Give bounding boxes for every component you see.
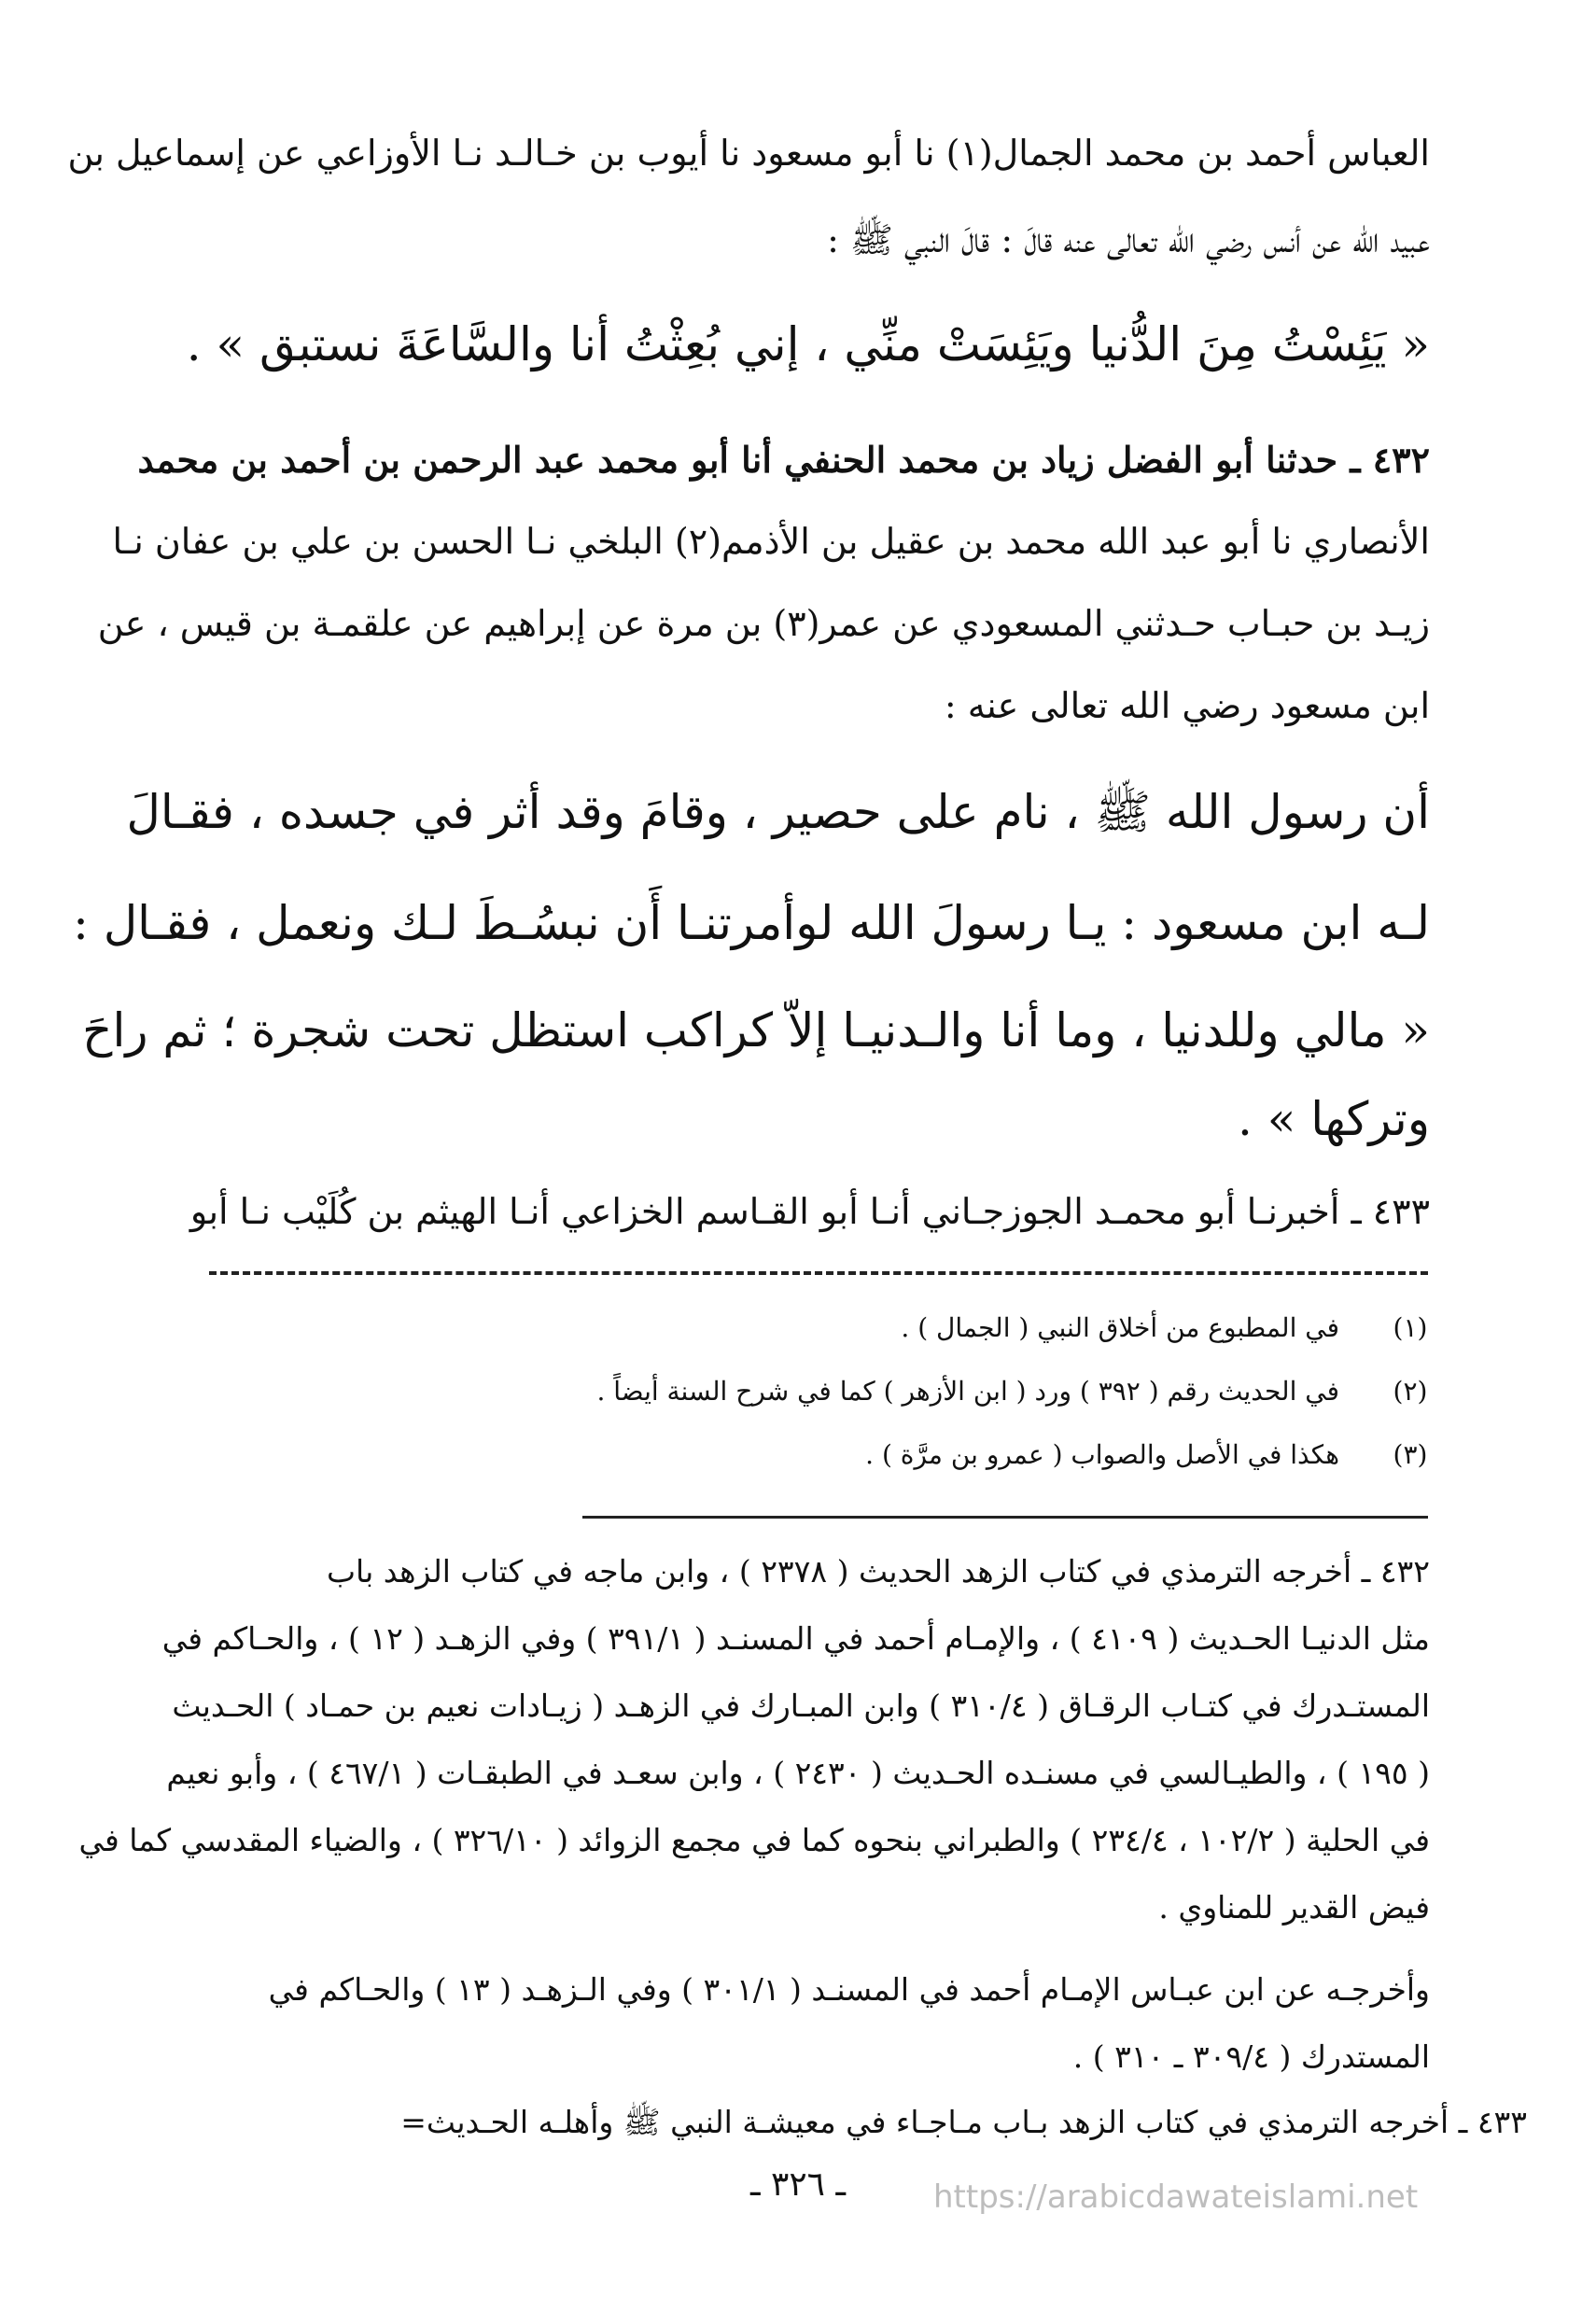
takhrij-separator xyxy=(582,1516,1428,1519)
takhrij-line: ( ١٩٥ ) ، والطيـالسي في مسنـده الحـديث ( ٢٤٣٠ ) ، وابن سعـد في الطبقـات ( ٤٦٧/١ ) ، وأبو نعيم xyxy=(166,1755,1430,1791)
takhrij-line: في الحلية ( ١٠٢/٢ ، ٢٣٤/٤ ) والطبراني بنحوه كما في مجمع الزوائد ( ٣٢٦/١٠ ) ، والضياء المقدسي كما في xyxy=(78,1822,1430,1858)
takhrij-line: المستدرك ( ٣٠٩/٤ ـ ٣١٠ ) . xyxy=(1072,2038,1430,2075)
hadith-isnad-line: ابن مسعود رضي الله تعالى عنه : xyxy=(944,685,1430,726)
footnote-text: في المطبوع من أخلاق النبي ( الجمال ) . xyxy=(901,1312,1339,1343)
hadith-matn-line: لـه ابن مسعود : يـا رسولَ الله لوأمرتنـا أَن نبسُـطَ لـك ونعمل ، فقـال : xyxy=(73,896,1430,950)
footnote-number: (١) xyxy=(1393,1312,1428,1343)
footnote-number: (٣) xyxy=(1393,1439,1428,1470)
footnote-text: هكذا في الأصل والصواب ( عمرو بن مرَّة ) . xyxy=(865,1439,1339,1470)
hadith-isnad-line: زيـد بن حبـاب حـدثني المسعودي عن عمر(٣) بن مرة عن إبراهيم عن علقمـة بن قيس ، عن xyxy=(97,603,1430,644)
takhrij-line: المستـدرك في كتـاب الرقـاق ( ٣١٠/٤ ) وابن المبـارك في الزهـد ( زيـادات نعيم بن حمـاد ) الحـديث xyxy=(172,1688,1430,1724)
hadith-isnad-line: ٤٣٣ ـ أخبرنـا أبو محمـد الجوزجـاني أنـا أبو القـاسم الخزاعي أنـا الهيثم بن كُلَيْب نـا أبو xyxy=(189,1191,1430,1232)
takhrij-line: ٤٣٢ ـ أخرجه الترمذي في كتاب الزهد الحديث ( ٢٣٧٨ ) ، وابن ماجه في كتاب الزهد باب xyxy=(326,1553,1430,1590)
hadith-text: « يَئِسْتُ مِنَ الدُّنيا ويَئِسَتْ منِّي ، إني بُعِثْتُ أنا والسَّاعَةَ نستبق » . xyxy=(186,317,1430,371)
footnote-text: في الحديث رقم ( ٣٩٢ ) ورد ( ابن الأزهر ) كما في شرح السنة أيضاً . xyxy=(596,1376,1339,1407)
hadith-matn-line: وتركها » . xyxy=(1237,1092,1430,1146)
narration-line: العباس أحمد بن محمد الجمال(١) نا أبو مسعود نا أيوب بن خـالـد نـا الأوزاعي عن إسماعيل بن xyxy=(67,133,1430,174)
hadith-matn-line: أن رسول الله ﷺ ، نام على حصير ، وقامَ وقد أثر في جسده ، فقـالَ xyxy=(126,785,1430,839)
takhrij-line: وأخرجـه عن ابن عبـاس الإمـام أحمد في المسنـد ( ٣٠١/١ ) وفي الـزهـد ( ١٣ ) والحـاكم في xyxy=(268,1971,1430,2008)
hadith-isnad-line: الأنصاري نا أبو عبد الله محمد بن عقيل بن الأذمم(٢) البلخي نـا الحسن بن علي بن عفان نـا xyxy=(112,521,1430,562)
narration-line: عبيد الله عن أنس رضي الله تعالى عنه قالَ : قالَ النبي ﷺ : xyxy=(827,219,1430,260)
footnote-number: (٢) xyxy=(1393,1376,1428,1407)
page-number: ـ ٣٢٦ ـ xyxy=(749,2165,846,2204)
takhrij-line: مثل الدنيـا الحـديث ( ٤١٠٩ ) ، والإمـام أحمد في المسنـد ( ٣٩١/١ ) وفي الزهـد ( ١٢ ) ، والحـاكم في xyxy=(161,1620,1430,1657)
hadith-matn-line: « مالي وللدنيا ، وما أنا والـدنيـا إلاّ كراكب استظل تحت شجرة ؛ ثم راحَ xyxy=(82,1003,1430,1057)
footnote-separator xyxy=(209,1271,1428,1279)
takhrij-line: فيض القدير للمناوي . xyxy=(1158,1889,1430,1926)
hadith-isnad-line: ٤٣٢ ـ حدثنا أبو الفضل زياد بن محمد الحنفي أنا أبو محمد عبد الرحمن بن أحمد بن محمد xyxy=(137,439,1430,481)
watermark-url: https://arabicdawateislami.net xyxy=(933,2178,1419,2216)
takhrij-line: ٤٣٣ ـ أخرجه الترمذي في كتاب الزهد بـاب مـاجـاء في معيشـة النبي ﷺ وأهلـه الحـديث= xyxy=(400,2104,1527,2140)
